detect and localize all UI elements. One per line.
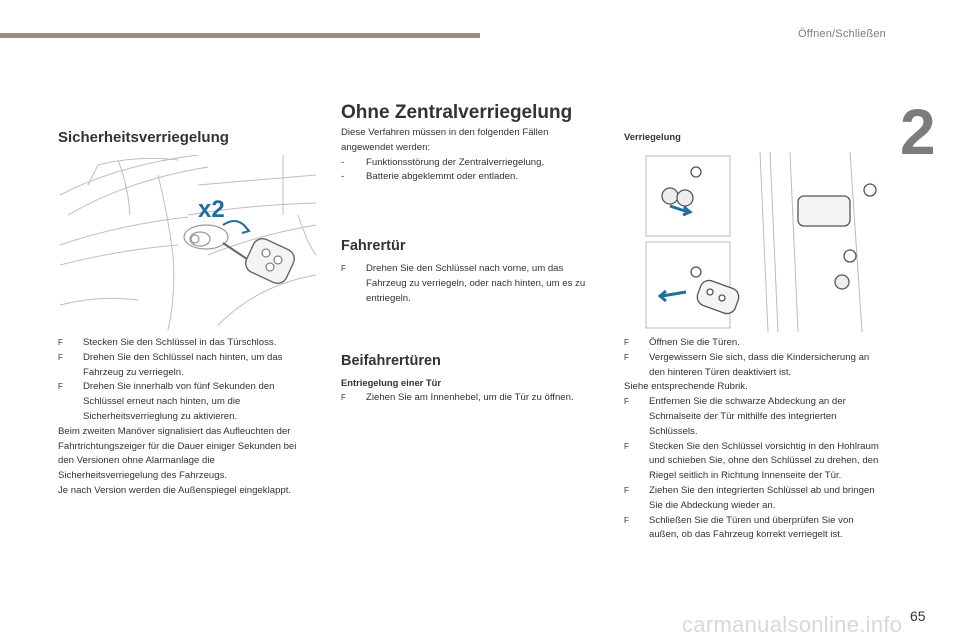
bullet-icon: F xyxy=(624,441,629,451)
heading-ohne-zentralverriegelung: Ohne Zentralverriegelung xyxy=(341,102,573,123)
bullet-icon: F xyxy=(624,352,629,362)
chapter-number: 2 xyxy=(900,96,936,168)
list-item: F Drehen Sie den Schlüssel nach hinten, um das Fahrzeug zu verriegeln. xyxy=(58,351,283,378)
right-text xyxy=(624,336,886,543)
bullet-icon: F xyxy=(624,397,629,407)
heading-sicherheitsverriegelung: Sicherheitsverriegelung xyxy=(58,129,229,146)
paragraph: Diese Verfahren müssen in den folgenden Fällen angewendet werden: xyxy=(341,127,549,153)
heading-beifahrertueren: Beifahrertüren xyxy=(341,353,441,369)
paragraph: Beim zweiten Manöver signalisiert das Aufleuchten der Fahrtrichtungszeiger für die Dauer einiger Sekunden bei den Versionen ohne Alarmanlage die Sicherheitsverriegelung des Fahrzeugs. xyxy=(58,425,297,482)
list-item: F Stecken Sie den Schlüssel in das Türschloss. xyxy=(58,336,310,351)
bullet-icon: F xyxy=(58,382,63,392)
beifahrer-text xyxy=(341,376,611,406)
x2-badge: x2 xyxy=(198,196,225,223)
list-item: F Drehen Sie innerhalb von fünf Sekunden den Schlüssel erneut nach hinten, um die Sicherheitsverrieglung zu aktivieren. xyxy=(58,381,275,422)
list-item: - Funktionsstörung der Zentralverriegelung, xyxy=(341,156,545,168)
bullet-icon: F xyxy=(58,338,63,347)
bullet-icon: F xyxy=(341,264,346,273)
header-bar xyxy=(0,33,480,38)
list-item: F Ziehen Sie am Innenhebel, um die Tür zu öffnen. xyxy=(341,391,611,406)
fahrer-text xyxy=(341,262,601,306)
left-text xyxy=(58,336,310,499)
section-header: Öffnen/Schließen xyxy=(798,28,886,40)
list-item: F Entfernen Sie die schwarze Abdeckung an der Schmalseite der Tür mithilfe des integrierten Schlüssels. xyxy=(624,396,846,437)
list-item: F Vergewissern Sie sich, dass die Kindersicherung an den hinteren Türen deaktiviert ist. xyxy=(624,351,870,378)
bullet-icon: F xyxy=(58,352,63,362)
illustration-door-lock xyxy=(640,152,880,332)
bullet-icon: F xyxy=(624,338,629,347)
paragraph: Siehe entsprechende Rubrik. xyxy=(624,381,748,393)
subheading-verriegelung: Verriegelung xyxy=(624,131,681,142)
watermark: carmanualsonline.info xyxy=(682,612,903,637)
bullet-icon: F xyxy=(341,392,346,402)
intro-text xyxy=(341,126,591,185)
list-item: F Schließen Sie die Türen und überprüfen Sie von außen, ob das Fahrzeug korrekt verriegelt ist. xyxy=(624,514,854,541)
page-number: 65 xyxy=(910,608,926,624)
paragraph: Je nach Version werden die Außenspiegel eingeklappt. xyxy=(58,484,292,496)
heading-fahrertuer: Fahrertür xyxy=(341,238,406,254)
bullet-icon: F xyxy=(624,515,629,525)
list-item: F Drehen Sie den Schlüssel nach vorne, um das Fahrzeug zu verriegeln, oder nach hinten, um es zu entriegeln. xyxy=(341,263,586,304)
bullet-icon: F xyxy=(624,485,629,495)
list-item: F Öffnen Sie die Türen. xyxy=(624,336,886,351)
list-item: F Stecken Sie den Schlüssel vorsichtig in den Hohlraum und schieben Sie, ohne den Schlüssel zu drehen, den Riegel seitlich in Richtung Innenseite der Tür. xyxy=(624,440,879,482)
subheading-entriegelung: Entriegelung einer Tür xyxy=(341,377,442,388)
illustration-car-door-key xyxy=(58,155,318,330)
list-item: - Batterie abgeklemmt oder entladen. xyxy=(341,171,518,183)
list-item: F Ziehen Sie den integrierten Schlüssel ab und bringen Sie die Abdeckung wieder an. xyxy=(624,484,875,511)
